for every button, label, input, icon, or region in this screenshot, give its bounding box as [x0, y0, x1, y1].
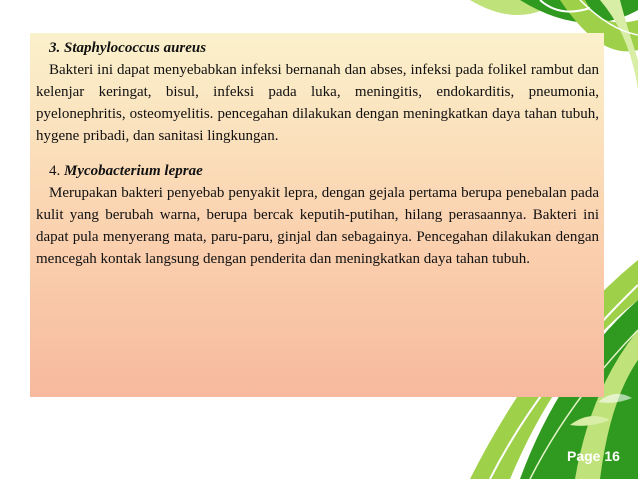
- page-number: Page 16: [567, 448, 620, 464]
- content-box: [30, 33, 604, 397]
- heading-text: 3. Staphylococcus aureus: [49, 40, 207, 56]
- heading-name: Mycobacterium leprae: [64, 163, 203, 179]
- heading-number: 4.: [49, 163, 61, 179]
- section-body-mycobacterium: Merupakan bakteri penyebab penyakit lepra, dengan gejala pertama berupa penebalan pada kulit yang berubah warna, berupa bercak keputih-putihan, hilang perasaannya. Bakteri ini dapat pula menyerang mata, paru-paru, ginjal dan sebagainya. Pencegahan dilakukan dengan mencegah kontak langsung dengan penderita dan meningkatkan daya tahan tubuh.: [36, 185, 599, 267]
- section-body-staphylococcus: Bakteri ini dapat menyebabkan infeksi bernanah dan abses, infeksi pada folikel rambut dan kelenjar keringat, bisul, infeksi pada luka, meningitis, endokarditis, pneumonia, pyelonephritis, osteomyelitis. pencegahan dilakukan dengan meningkatkan daya tahan tubuh, hygene pribadi, dan sanitasi lingkungan.: [36, 62, 599, 144]
- section-spacer: [36, 147, 599, 161]
- section-heading-staphylococcus: [36, 38, 599, 59]
- section-heading-mycobacterium: [36, 161, 599, 182]
